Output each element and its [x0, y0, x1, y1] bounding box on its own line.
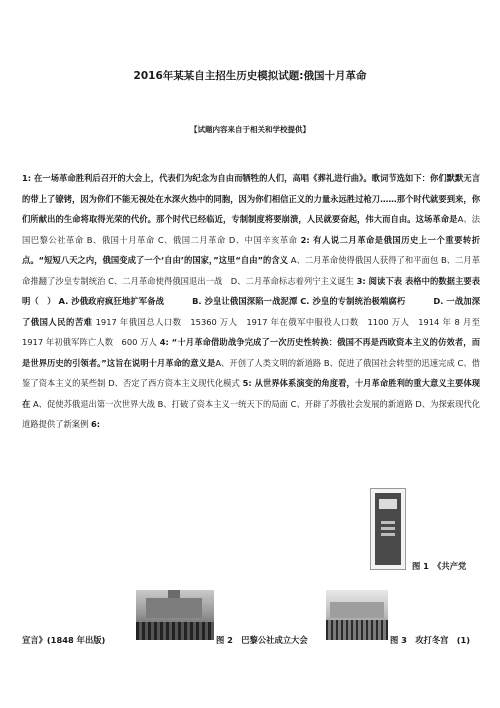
question-text: [22, 168, 480, 435]
question-2-options: A、二月革命使得俄国人获得了和平面包 B、二月革命推翻了沙皇专制统治 C、二月革命使得俄国退出一战 D、二月革命标志着列宁主义诞生: [22, 255, 481, 286]
question-3-option-c: C. 沙皇的专制统治极端腐朽: [300, 296, 406, 306]
winter-palace-image: [326, 590, 388, 640]
figure-1-caption-continued: 宣言》(1848 年出版): [22, 635, 106, 645]
question-6-lead: 6:: [91, 419, 101, 429]
question-3-option-a: A. 沙俄政府疯狂地扩军备战: [58, 296, 165, 306]
figure-1-caption: 图 1 《共产党: [412, 561, 467, 571]
question-1-lead: 1: 在一场革命胜利后召开的大会上，代表们为纪念为自由而牺牲的人们，高唱《葬礼进行曲》。歌词节选如下：你们默默无言的带上了镣铐，因为你们不能无视处在水深火热中的同胞，因为你们相信正义的力量永远胜过枪刀……那个时代就要到来，你们所献出的生命将取得光荣的代价。那个时代已经临近，专制制度将要崩溃，人民就要奋起，伟大而自由。这场革命是: [22, 173, 480, 224]
question-3-lead: 3: 阅读下表 表格中的数据主要表明（ ）: [22, 275, 480, 306]
question-3-option-b: B. 沙皇让俄国深陷一战泥潭: [192, 296, 298, 306]
figure-2-caption: 图 2 巴黎公社成立大会: [216, 635, 308, 645]
question-4-options: A、开创了人类文明的新道路 B、促进了俄国社会转型的迅速完成 C、借鉴了资本主义的某些制 D、否定了西方资本主义现代化模式: [22, 357, 480, 388]
question-1-options: A、法国巴黎公社革命 B、俄国十月革命 C、俄国二月革命 D、中国辛亥革命: [22, 214, 480, 245]
question-3-option-d: D. 一战加深了俄国人民的苦难: [22, 296, 480, 327]
question-5-lead: 5: 从世界体系演变的角度看，十月革命胜利的重大意义主要体现在: [22, 378, 481, 409]
document-body: [22, 168, 480, 435]
paris-commune-image: [136, 590, 214, 640]
document-source-note: 【试题内容来自于相关和学校提供】: [190, 125, 310, 134]
question-4-lead: 4: “十月革命借助战争完成了一次历史性转换：俄国不再是西欧资本主义的仿效者，而是世界历史的引领者。”这旨在说明十月革命的意义是: [22, 337, 481, 368]
communist-manifesto-cover-image: [370, 488, 406, 570]
document-title: 2016年某某自主招生历史模拟试题:俄国十月革命: [133, 70, 367, 82]
question-5-options: A、促使苏俄退出第一次世界大战 B、打破了资本主义一统天下的局面 C、开辟了苏俄社会发展的新道路 D、为探索现代化道路提供了新案例: [22, 398, 480, 429]
question-3-table-data: 1917 年俄国总人口数 15360 万人 1917 年在俄军中服役人口数 1100 万人 1914 年 8 月至 1917 年初俄军阵亡人数 600 万人: [22, 316, 480, 347]
question-2-lead: 2: 有人说二月革命是俄国历史上一个重要转折点。“短短八天之内，俄国变成了一个‘自由’的国家，”这里“自由”的含义: [22, 234, 480, 265]
figure-3-caption: 图 3 攻打冬宫 (1): [390, 635, 471, 645]
